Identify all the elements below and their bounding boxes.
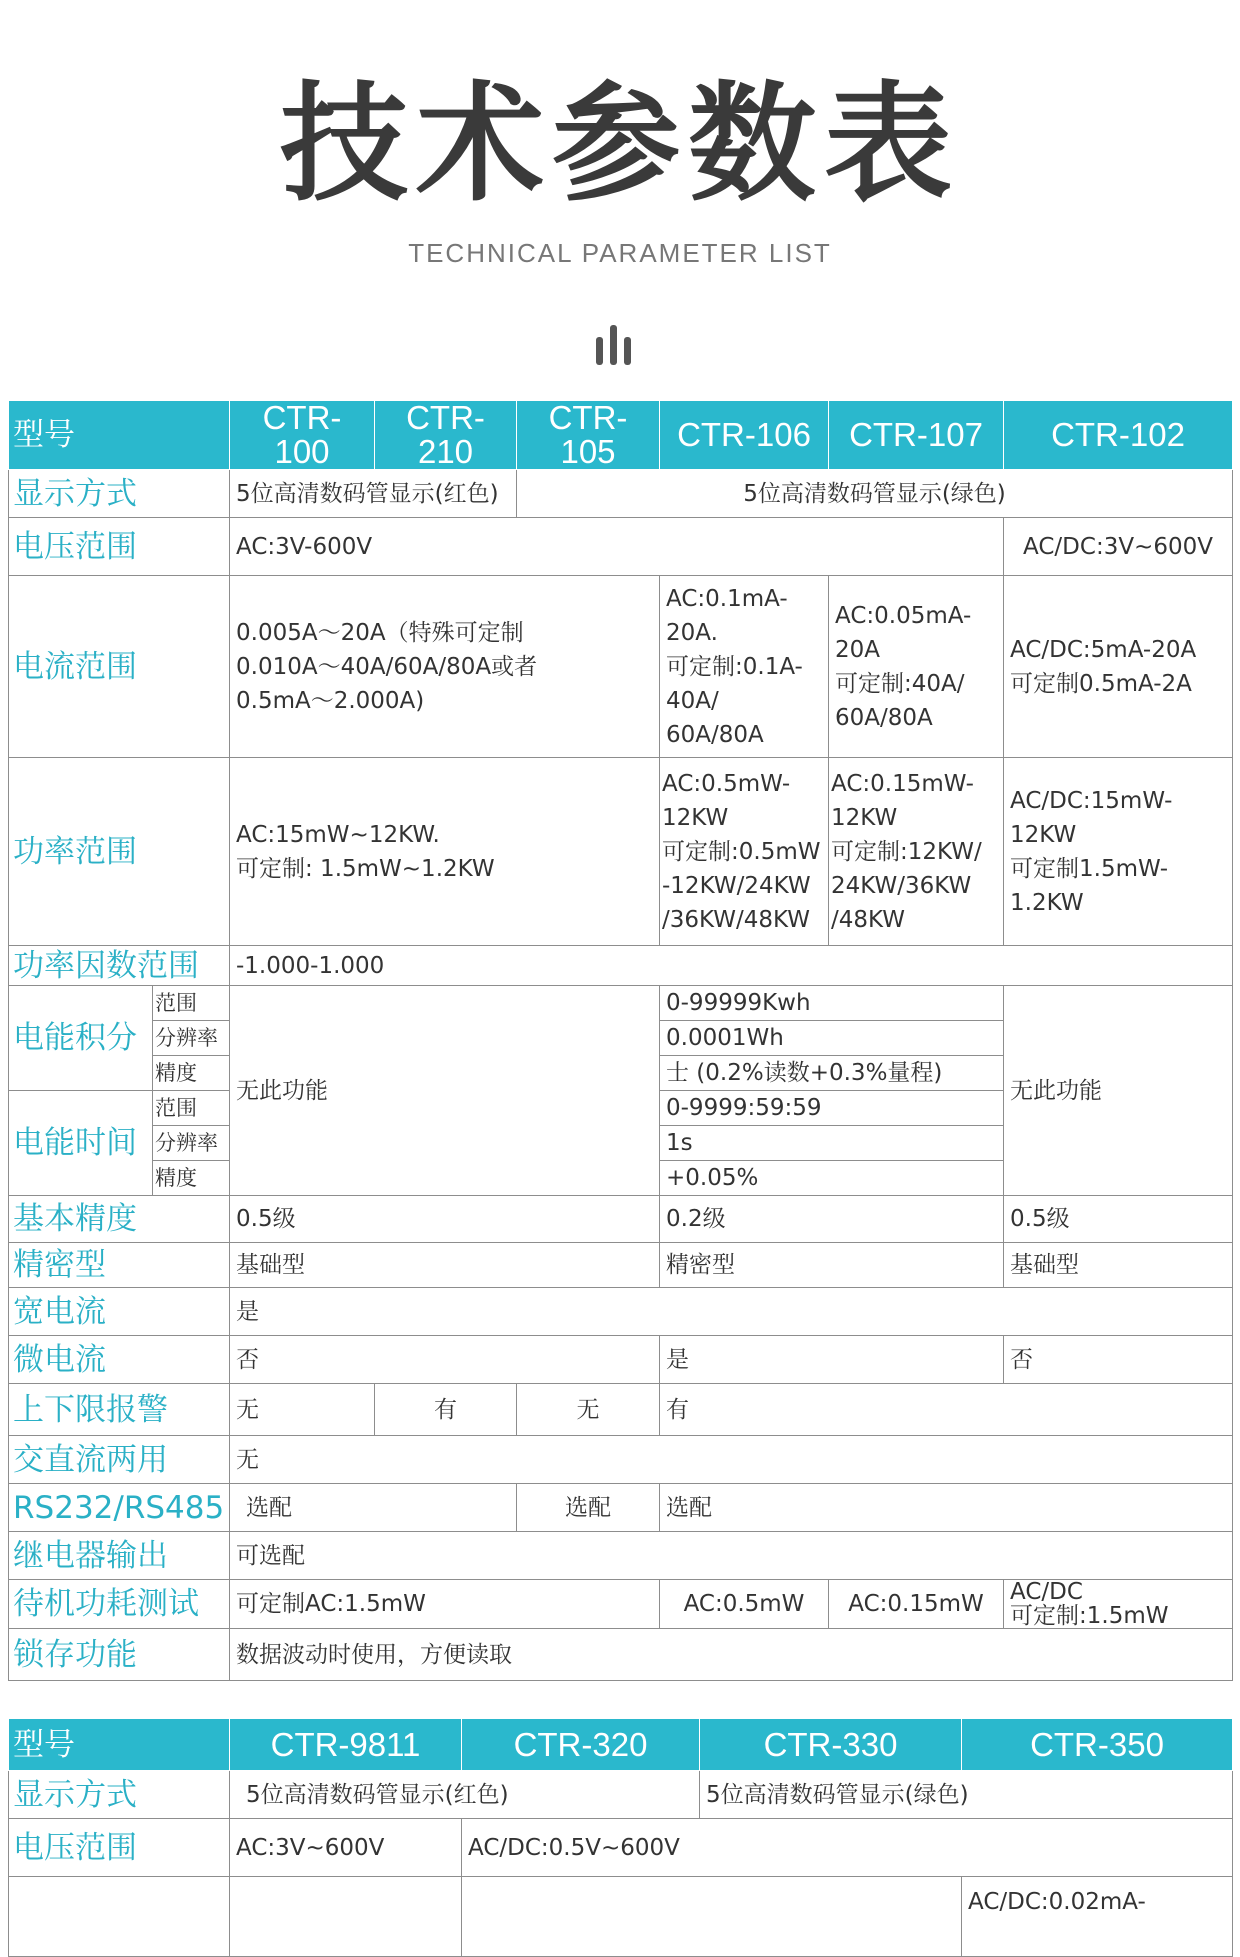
cell [1004,758,1233,946]
cell: 1s [660,1126,1004,1161]
model-name: CTR-350 [962,1719,1233,1771]
cell [829,758,1004,946]
cell-line: AC:0.1mA- [666,585,788,612]
cell-line: AC:0.05mA- [835,602,972,629]
cell-line: 12KW [831,804,898,831]
page-subtitle: TECHNICAL PARAMETER LIST [408,238,832,268]
cell: 否 [1004,1336,1233,1384]
sub-label: 分辨率 [153,1126,230,1161]
table-row [9,1532,1233,1580]
cell [230,576,660,758]
table-row [9,1771,1233,1819]
row-label: 电压范围 [9,1819,230,1877]
cell-line: AC:0.5mW- [662,770,791,797]
row-label: 电能时间 [9,1091,153,1196]
cell-line: -12KW/24KW [662,872,811,899]
cell: AC/DC:0.02mA- [962,1877,1233,1957]
cell: 0.5级 [230,1196,660,1243]
cell: 无此功能 [1004,986,1233,1196]
spec-table-1 [8,400,1233,1681]
cell [230,758,660,946]
row-label: 功率因数范围 [9,946,230,986]
cell: 0.0001Wh [660,1021,1004,1056]
cell-line: /36KW/48KW [662,906,811,933]
cell [1004,576,1233,758]
row-label: 显示方式 [9,470,230,518]
cell: 选配 [660,1484,1233,1532]
cell-line: /48KW [831,906,906,933]
table-row [9,470,1233,518]
model-name: CTR-9811 [230,1719,462,1771]
cell: 可选配 [230,1532,1233,1580]
cell-line: AC/DC [1010,1579,1083,1605]
model-name: CTR-330 [700,1719,962,1771]
cell [1004,1580,1233,1629]
sub-label: 范围 [153,986,230,1021]
cell-line: 24KW/36KW [831,872,972,899]
cell-line: AC:0.15mW- [831,770,974,797]
cell-line: AC/DC:5mA-20A [1010,636,1197,663]
cell-line: 可定制:0.5mW [662,838,821,865]
cell: 基础型 [230,1243,660,1288]
model-name: CTR-107 [829,401,1004,470]
row-label: RS232/RS485 [9,1484,230,1532]
table-row [9,1877,1233,1957]
table-row [9,1196,1233,1243]
cell: AC:3V~600V [230,1819,462,1877]
sub-label: 范围 [153,1091,230,1126]
table-row [9,576,1233,758]
table-row [9,758,1233,946]
cell-line: 1.2KW [1010,889,1084,916]
cell: AC:0.15mW [829,1580,1004,1629]
table-row [9,1580,1233,1629]
cell-line: 可定制1.5mW- [1010,855,1169,882]
table-row [9,1384,1233,1436]
row-label: 锁存功能 [9,1629,230,1681]
divider-bars-icon [594,325,634,365]
model-label: 型号 [9,401,230,470]
cell-line: 12KW [1010,821,1077,848]
model-name: CTR-106 [660,401,829,470]
cell-line: 可定制:0.1A- [666,653,803,680]
cell: -1.000-1.000 [230,946,1233,986]
table-row [9,1436,1233,1484]
cell-line: 可定制:40A/ [835,670,965,697]
cell-line: AC/DC:15mW- [1010,787,1173,814]
cell: 5位高清数码管显示(绿色) [517,470,1233,518]
table-row [9,1288,1233,1336]
cell-line: 0.010A～40A/60A/80A或者 [236,653,538,680]
cell [9,1877,230,1957]
row-label: 电能积分 [9,986,153,1091]
cell-line: AC:15mW~12KW. [236,821,440,848]
cell: 有 [375,1384,517,1436]
row-label: 继电器输出 [9,1532,230,1580]
cell-line: 0.5mA～2.000A) [236,687,425,714]
cell-line: 可定制:1.5mW [1010,1603,1169,1629]
row-label: 电压范围 [9,518,230,576]
cell: 基础型 [1004,1243,1233,1288]
cell [660,576,829,758]
table-row [9,1336,1233,1384]
row-label: 上下限报警 [9,1384,230,1436]
table-row [9,986,1233,1021]
model-label: 型号 [9,1719,230,1771]
table-header-row [9,401,1233,470]
cell-line: 可定制: 1.5mW~1.2KW [236,855,495,882]
row-label: 交直流两用 [9,1436,230,1484]
cell-line: 60A/80A [666,721,764,748]
model-name: CTR-105 [517,401,660,470]
cell: AC:0.5mW [660,1580,829,1629]
cell: 5位高清数码管显示(红色) [230,470,517,518]
cell: 0-9999:59:59 [660,1091,1004,1126]
cell: 精密型 [660,1243,1004,1288]
cell-line: 12KW [662,804,729,831]
table-row [9,946,1233,986]
cell: AC/DC:0.5V~600V [462,1819,1233,1877]
cell: AC:3V-600V [230,518,1004,576]
cell: +0.05% [660,1161,1004,1196]
cell-line: 20A. [666,619,718,646]
cell: 无 [517,1384,660,1436]
row-label: 微电流 [9,1336,230,1384]
cell [230,1877,462,1957]
cell: 否 [230,1336,660,1384]
cell-line: 60A/80A [835,704,933,731]
cell [462,1877,962,1957]
cell [829,576,1004,758]
sub-label: 分辨率 [153,1021,230,1056]
cell: 5位高清数码管显示(红色) [230,1771,700,1819]
cell: 0.2级 [660,1196,1004,1243]
table-row [9,1484,1233,1532]
cell: 士 (0.2%读数+0.3%量程) [660,1056,1004,1091]
page-title: 技术参数表 [279,70,960,219]
row-label: 显示方式 [9,1771,230,1819]
cell: 有 [660,1384,1233,1436]
cell: 是 [660,1336,1004,1384]
cell-line: 可定制:12KW/ [831,838,982,865]
row-label: 待机功耗测试 [9,1580,230,1629]
model-name: CTR-210 [375,401,517,470]
cell-line: 0.005A～20A（特殊可定制 [236,619,524,646]
cell: 0-99999Kwh [660,986,1004,1021]
cell-line: 20A [835,636,881,663]
cell [660,758,829,946]
cell-line: 可定制0.5mA-2A [1010,670,1192,697]
cell: 无 [230,1436,1233,1484]
cell-line: 40A/ [666,687,719,714]
cell: 是 [230,1288,1233,1336]
row-label: 电流范围 [9,576,230,758]
cell: 5位高清数码管显示(绿色) [700,1771,1233,1819]
model-name: CTR-102 [1004,401,1233,470]
table-row [9,1629,1233,1681]
row-label: 精密型 [9,1243,230,1288]
model-name: CTR-100 [230,401,375,470]
table-row [9,1243,1233,1288]
spec-table-2 [8,1718,1233,1957]
row-label: 宽电流 [9,1288,230,1336]
table-row [9,1819,1233,1877]
table-row [9,518,1233,576]
cell: 数据波动时使用，方便读取 [230,1629,1233,1681]
row-label: 基本精度 [9,1196,230,1243]
sub-label: 精度 [153,1056,230,1091]
cell: 可定制AC:1.5mW [230,1580,660,1629]
cell: 选配 [230,1484,517,1532]
cell: 0.5级 [1004,1196,1233,1243]
cell: 选配 [517,1484,660,1532]
row-label: 功率范围 [9,758,230,946]
table-header-row [9,1719,1233,1771]
model-name: CTR-320 [462,1719,700,1771]
cell: AC/DC:3V~600V [1004,518,1233,576]
cell: 无此功能 [230,986,660,1196]
sub-label: 精度 [153,1161,230,1196]
cell: 无 [230,1384,375,1436]
